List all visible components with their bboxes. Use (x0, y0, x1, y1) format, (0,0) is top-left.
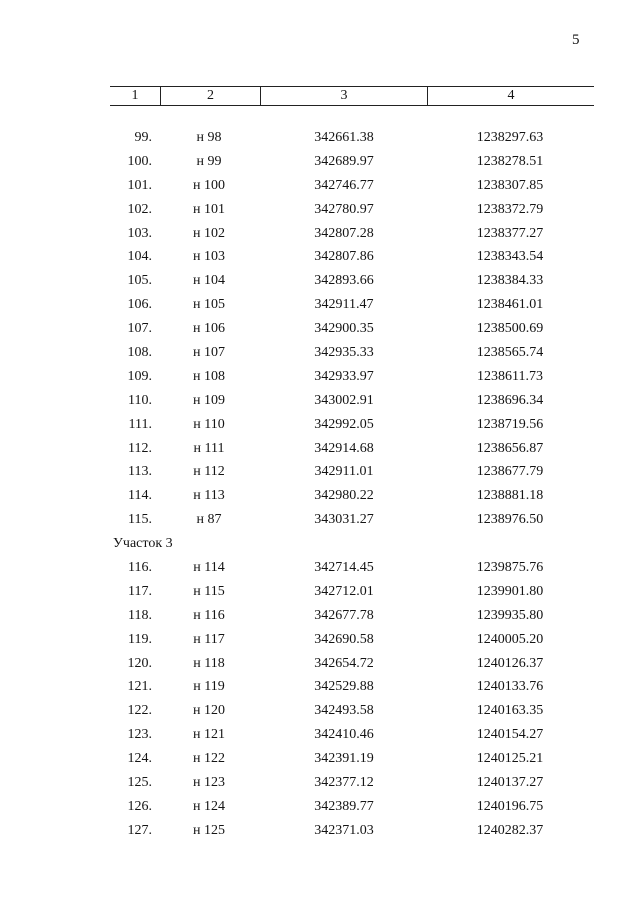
coordinate-y: 1240282.37 (476, 822, 544, 838)
table-row (0, 245, 639, 269)
coordinate-x: 342992.05 (314, 416, 374, 432)
table-row (0, 413, 639, 437)
section-heading (0, 532, 639, 556)
coordinate-x: 342900.35 (314, 321, 374, 337)
table-row (0, 341, 639, 365)
table-row (0, 365, 639, 389)
coordinate-y: 1238384.33 (476, 273, 544, 289)
header-col-3: 3 (261, 87, 428, 105)
coordinate-y: 1240126.37 (476, 655, 544, 671)
point-id: н 125 (193, 822, 225, 838)
coordinate-x: 342714.45 (314, 560, 374, 576)
coordinate-x: 342410.46 (314, 727, 374, 743)
row-number: 116. (128, 560, 152, 576)
coordinate-x: 342807.86 (314, 249, 374, 265)
row-number: 105. (127, 273, 152, 289)
coordinate-x: 342371.03 (314, 822, 374, 838)
coordinate-x: 342654.72 (314, 655, 374, 671)
point-id: н 109 (193, 392, 225, 408)
row-number: 125. (127, 775, 152, 791)
header-col-4: 4 (507, 88, 515, 103)
coordinate-y: 1238377.27 (476, 225, 544, 241)
point-id: н 117 (193, 631, 225, 647)
coordinate-x: 342529.88 (314, 679, 374, 695)
coordinate-y: 1238976.50 (476, 512, 544, 528)
row-number: 119. (128, 631, 152, 647)
table-row (0, 723, 639, 747)
table-row (0, 269, 639, 293)
coordinate-x: 343031.27 (314, 512, 374, 528)
coordinate-x: 342914.68 (314, 440, 374, 456)
row-number: 118. (128, 607, 152, 623)
coordinate-y: 1238611.73 (477, 368, 543, 384)
coordinate-x: 342911.01 (314, 464, 374, 480)
coordinate-x: 342377.12 (314, 775, 374, 791)
point-id: н 122 (193, 751, 225, 767)
row-number: 115. (128, 512, 152, 528)
row-number: 112. (128, 440, 152, 456)
point-id: н 114 (193, 560, 225, 576)
table-row (0, 819, 639, 843)
row-number: 122. (127, 703, 152, 719)
coordinate-y: 1238307.85 (476, 177, 544, 193)
header-col-1: 1 (110, 87, 161, 105)
table-row (0, 126, 639, 150)
coordinate-x: 342980.22 (314, 488, 374, 504)
coordinate-y: 1240133.76 (476, 679, 544, 695)
coordinate-y: 1240163.35 (476, 703, 544, 719)
point-id: н 123 (193, 775, 225, 791)
row-number: 110. (128, 392, 152, 408)
row-number: 124. (127, 751, 152, 767)
point-id: н 99 (196, 153, 222, 169)
point-id: н 113 (193, 488, 225, 504)
coordinate-x: 342712.01 (314, 583, 374, 599)
header-col-2: 2 (161, 87, 261, 105)
point-id: н 101 (193, 201, 225, 217)
coordinate-y: 1240125.21 (476, 751, 544, 767)
coordinate-y: 1238696.34 (476, 392, 544, 408)
coordinate-x: 342493.58 (314, 703, 374, 719)
row-number: 121. (127, 679, 152, 695)
point-id: н 110 (193, 416, 225, 432)
table-row (0, 150, 639, 174)
coordinate-x: 342911.47 (314, 297, 374, 313)
coordinate-x: 342677.78 (314, 607, 374, 623)
coordinate-x: 342780.97 (314, 201, 374, 217)
coordinate-y: 1238461.01 (476, 297, 544, 313)
point-id: н 102 (193, 225, 225, 241)
coordinate-y: 1239901.80 (476, 583, 544, 599)
row-number: 127. (127, 822, 152, 838)
coordinate-x: 342661.38 (314, 130, 374, 145)
point-id: н 105 (193, 297, 225, 313)
row-number: 114. (128, 488, 152, 504)
coordinate-y: 1238656.87 (476, 440, 544, 456)
table-header (110, 86, 594, 106)
coordinate-y: 1239875.76 (476, 560, 544, 576)
coordinate-y: 1238881.18 (476, 488, 544, 504)
table-row (0, 628, 639, 652)
table-row (0, 747, 639, 771)
table-row (0, 652, 639, 676)
table-row (0, 580, 639, 604)
table-row (0, 293, 639, 317)
table-row (0, 556, 639, 580)
row-number: 101. (127, 177, 152, 193)
point-id: н 98 (196, 130, 222, 145)
table-row (0, 460, 639, 484)
point-id: н 106 (193, 321, 225, 337)
table-row (0, 389, 639, 413)
row-number: 109. (127, 368, 152, 384)
table-row (0, 604, 639, 628)
table-row (0, 198, 639, 222)
coordinate-y: 1238278.51 (476, 153, 544, 169)
coordinate-y: 1240137.27 (476, 775, 544, 791)
row-number: 106. (127, 297, 152, 313)
point-id: н 119 (193, 679, 225, 695)
coordinate-y: 1238719.56 (476, 416, 544, 432)
coordinate-y: 1240196.75 (476, 798, 544, 814)
row-number: 103. (127, 225, 152, 241)
point-id: н 124 (193, 798, 225, 814)
point-id: н 103 (193, 249, 225, 265)
table-row (0, 222, 639, 246)
coordinate-x: 342935.33 (314, 345, 374, 361)
row-number: 107. (127, 321, 152, 337)
coordinate-x: 342746.77 (314, 177, 374, 193)
coordinate-x: 342690.58 (314, 631, 374, 647)
coordinate-x: 342893.66 (314, 273, 374, 289)
section-label: Участок 3 (113, 536, 173, 552)
coordinate-y: 1240005.20 (476, 631, 544, 647)
coordinate-y: 1239935.80 (476, 607, 544, 623)
row-number: 126. (127, 798, 152, 814)
point-id: н 107 (193, 345, 225, 361)
point-id: н 104 (193, 273, 225, 289)
point-id: н 118 (193, 655, 225, 671)
table-row (0, 675, 639, 699)
coordinate-y: 1238500.69 (476, 321, 544, 337)
point-id: н 108 (193, 368, 225, 384)
coordinate-y: 1238297.63 (476, 130, 544, 145)
row-number: 117. (128, 583, 152, 599)
point-id: н 115 (193, 583, 225, 599)
row-number: 120. (127, 655, 152, 671)
row-number: 123. (127, 727, 152, 743)
coordinate-y: 1238565.74 (476, 345, 544, 361)
point-id: н 116 (193, 607, 225, 623)
coordinate-y: 1240154.27 (476, 727, 544, 743)
coordinate-x: 342807.28 (314, 225, 374, 241)
row-number: 104. (127, 249, 152, 265)
coordinate-x: 342933.97 (314, 368, 374, 384)
point-id: н 111 (193, 440, 225, 456)
table-row (0, 174, 639, 198)
table-row (0, 508, 639, 532)
coordinate-y: 1238372.79 (476, 201, 544, 217)
coordinate-x: 342389.77 (314, 798, 374, 814)
point-id: н 121 (193, 727, 225, 743)
coordinate-y: 1238677.79 (476, 464, 544, 480)
row-number: 113. (128, 464, 152, 480)
table-row (0, 437, 639, 461)
point-id: н 112 (193, 464, 225, 480)
table-row (0, 771, 639, 795)
row-number: 100. (127, 153, 152, 169)
row-number: 102. (127, 201, 152, 217)
coordinate-y: 1238343.54 (476, 249, 544, 265)
coordinates-table-body (0, 126, 639, 843)
row-number: 99. (134, 130, 152, 145)
row-number: 108. (127, 345, 152, 361)
table-row (0, 484, 639, 508)
coordinate-x: 342391.19 (314, 751, 374, 767)
coordinate-x: 343002.91 (314, 392, 374, 408)
page-number: 5 (572, 32, 580, 48)
point-id: н 120 (193, 703, 225, 719)
table-row (0, 699, 639, 723)
coordinate-x: 342689.97 (314, 153, 374, 169)
table-row (0, 795, 639, 819)
row-number: 111. (128, 416, 152, 432)
table-row (0, 317, 639, 341)
point-id: н 100 (193, 177, 225, 193)
point-id: н 87 (196, 512, 222, 528)
